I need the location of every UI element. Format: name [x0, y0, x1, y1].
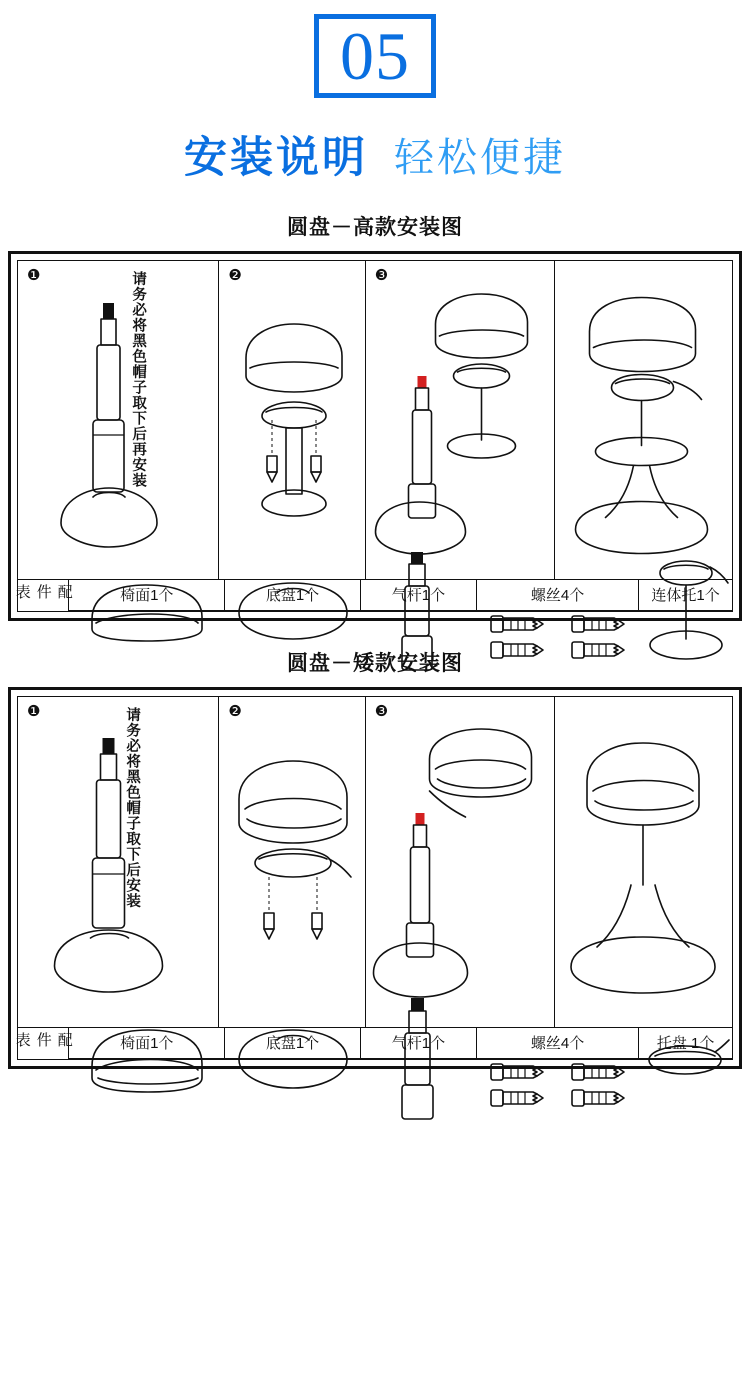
- parts-table-label-short: 配件表: [18, 1028, 69, 1059]
- step-2-short: [219, 697, 365, 1027]
- part-base-tall: [225, 580, 361, 611]
- part-screws-label: 螺丝4个: [477, 580, 638, 611]
- diagram-block-short: [8, 687, 742, 1069]
- part-screws-short: [477, 1028, 639, 1059]
- step-2-number: ❷: [228, 267, 242, 284]
- gas-cylinder-and-base-illustration: [43, 285, 193, 555]
- parts-table-tall: [13, 579, 732, 611]
- step-1-note: 请务必将黑色帽子取下后再安装: [130, 271, 147, 488]
- seat-icon: [82, 1020, 212, 1098]
- screw-icon: [570, 1085, 626, 1111]
- gas-cylinder-icon: [394, 548, 442, 674]
- step-2-tall: [219, 261, 365, 579]
- base-disc-icon: [233, 1022, 353, 1096]
- part-seat-label: 椅面1个: [69, 580, 224, 611]
- part-screws-label-short: 螺丝4个: [477, 1028, 638, 1059]
- gas-cylinder-icon: [394, 994, 442, 1124]
- seat-icon: [82, 575, 212, 647]
- step-2-number-short: ❷: [228, 703, 242, 720]
- part-cylinder-tall: [361, 580, 477, 611]
- part-cylinder-label-short: 气杆1个: [361, 1028, 476, 1059]
- screw-icon: [570, 611, 626, 637]
- parts-table-short: [13, 1027, 732, 1059]
- part-seat-tall: [69, 580, 225, 611]
- diagram-block-tall: [8, 251, 742, 621]
- part-base-label: 底盘1个: [225, 580, 360, 611]
- screw-icon: [489, 611, 545, 637]
- step-number-badge: [314, 14, 436, 98]
- step-3-number-short: ❸: [374, 703, 389, 720]
- gas-cylinder-and-base-illustration-short: [41, 722, 196, 1002]
- step-1-note-short: 请务必将黑色帽子取下后安装: [124, 707, 141, 909]
- part-cylinder-label: 气杆1个: [361, 580, 476, 611]
- part-base-label-short: 底盘1个: [225, 1028, 360, 1059]
- part-bracket-tall: [639, 580, 732, 611]
- integrated-bracket-icon: [640, 551, 732, 671]
- screw-icon: [489, 1059, 545, 1085]
- screw-icon: [570, 637, 626, 663]
- parts-table-label-tall: 配件表: [18, 580, 69, 611]
- steps-row-tall: [18, 261, 732, 579]
- seat-and-tray-illustration-short: [217, 737, 367, 987]
- step-3-short: [366, 697, 555, 1027]
- assembled-stool-short-illustration: [553, 717, 733, 1007]
- part-bracket-label: 连体托1个: [639, 580, 732, 611]
- page-title-sub: 轻松便捷: [394, 135, 566, 181]
- step-3-tall: [366, 261, 555, 579]
- section-caption-tall: 圆盘－高款安装图: [287, 216, 463, 239]
- gas-cylinder-insert-illustration: [367, 280, 552, 560]
- part-seat-short: [69, 1028, 225, 1059]
- step-1-number: ❶: [27, 267, 41, 284]
- part-base-short: [225, 1028, 361, 1059]
- page-title-main: 安装说明: [184, 133, 368, 183]
- gas-cylinder-insert-illustration-short: [367, 717, 552, 1007]
- part-screws-tall: [477, 580, 639, 611]
- assembly-instruction-page: [0, 14, 750, 1388]
- part-tray-short: [639, 1028, 732, 1059]
- step-1-number-short: ❶: [27, 703, 41, 720]
- part-tray-label-short: 托盘 1个: [639, 1028, 732, 1059]
- page-title: [0, 124, 750, 185]
- step-1-tall: [18, 261, 219, 579]
- screw-icon: [570, 1059, 626, 1085]
- base-disc-icon: [233, 575, 353, 647]
- part-cylinder-short: [361, 1028, 477, 1059]
- screw-icon: [489, 1085, 545, 1111]
- seat-and-bracket-illustration: [222, 290, 362, 550]
- step-1-short: [18, 697, 219, 1027]
- step-3-number: ❸: [374, 267, 389, 284]
- steps-row-short: [18, 697, 732, 1027]
- step-4-short: [555, 697, 732, 1027]
- screw-icon: [489, 637, 545, 663]
- section-caption-short: 圆盘－矮款安装图: [287, 652, 463, 675]
- assembled-stool-tall-illustration: [556, 278, 731, 563]
- part-seat-label-short: 椅面1个: [69, 1028, 224, 1059]
- tray-icon: [641, 1034, 731, 1084]
- step-4-tall: [555, 261, 732, 579]
- step-number: 05: [340, 18, 410, 94]
